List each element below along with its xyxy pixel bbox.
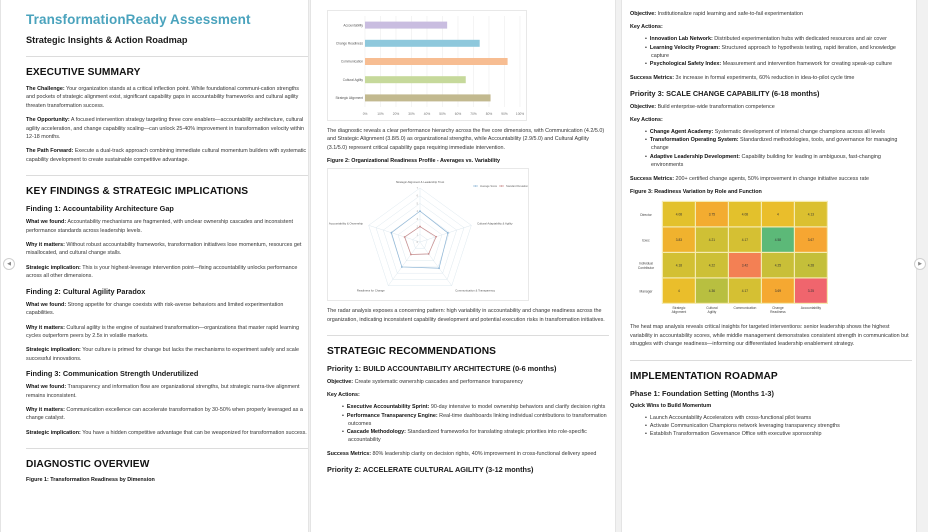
- radar-point: [438, 268, 440, 270]
- objective-label: Objective:: [327, 379, 354, 386]
- action-text: Measurement and intervention framework for creating speak-up culture: [721, 61, 892, 68]
- action-text: Distributed experimentation hubs with dedicated resources and air cover: [712, 36, 887, 43]
- document-page-3: [621, 0, 917, 532]
- figure-3-caption: Figure 3: Readiness Variation by Role and Function: [630, 189, 762, 196]
- x-tick-label: 80%: [485, 112, 493, 116]
- success-metrics: [630, 175, 912, 183]
- radar-series-line: [391, 211, 447, 268]
- key-action-item: [337, 403, 609, 411]
- exec-paragraph-challenge: [26, 85, 308, 110]
- legend-label: Average Score: [480, 185, 498, 189]
- radar-axis: [388, 242, 420, 286]
- heatmap-column-label: Accountability: [800, 306, 822, 311]
- heatmap-cell-value: 4.18: [675, 264, 683, 269]
- objective-text: Institutionalize rapid learning and safe-to-fail experimentation: [656, 11, 803, 17]
- item-label: Why it matters:: [26, 242, 65, 249]
- finding-item: [26, 218, 308, 235]
- figure-1-description: The diagnostic reveals a clear performance hierarchy across the five core dimensions, with Communication (4.2/5.0) and Strategic Alignment (3.8/5.0) as organizational strengths, while Accountability (2.9/5.0) and Cultural Agility (3.1/5.0) represent critical capability gaps requiring immediate intervention.: [327, 128, 605, 151]
- metrics-text: 80% leadership clarity on decision rights, 40% improvement in cross-functional delivery speed: [371, 451, 597, 458]
- key-actions-list: [630, 35, 912, 68]
- item-text: Strong appetite for change coexists with risk-averse behaviors and limited experimentation capabilities.: [26, 301, 284, 317]
- radar-axis-label: Strategic Alignment & Leadership Trust: [395, 180, 445, 185]
- heatmap-cell-value: 4.08: [741, 213, 749, 218]
- key-action-item: [640, 35, 912, 43]
- action-label: Learning Velocity Program:: [649, 44, 720, 51]
- priority-objective: [327, 378, 609, 386]
- finding-2: [26, 287, 308, 363]
- bar: [365, 94, 491, 101]
- priority-objective: [630, 10, 912, 18]
- key-actions-label: Key Actions:: [327, 392, 360, 399]
- finding-title: Finding 3: Communication Strength Underutilized: [26, 369, 199, 379]
- action-label: Change Agent Academy:: [649, 129, 714, 136]
- key-actions-list: [327, 403, 609, 444]
- section-divider: [26, 56, 308, 57]
- heatmap-cell-value: 4.58: [774, 238, 782, 243]
- x-tick-label: 40%: [423, 112, 431, 116]
- heatmap-cell-value: 3.75: [708, 213, 716, 218]
- heatmap-cell-value: 4: [777, 213, 779, 218]
- key-action-item: [640, 44, 912, 60]
- paragraph-text: Your organization stands at a critical inflection point. While foundational communi-cation strengths and pockets of strategic alignment exist, significant capability gaps in accountability frameworks and cultural agility threaten transformation success.: [26, 86, 299, 109]
- paragraph-text: Execute a dual-track approach combining immediate cultural momentum builders with systematic capability development to create sustainable competitive advantage.: [26, 148, 307, 163]
- executive-summary: [26, 85, 308, 164]
- section-divider: [26, 448, 308, 449]
- radar-point: [416, 225, 421, 229]
- chevron-left-icon: ◀: [7, 261, 11, 267]
- radar-series-line: [405, 227, 437, 255]
- radar-tick-label: 6: [416, 194, 418, 198]
- radar-point: [428, 253, 430, 255]
- x-tick-label: 50%: [439, 112, 446, 116]
- chevron-right-icon: ▶: [918, 261, 922, 267]
- heatmap-row-label: Director: [640, 213, 652, 218]
- key-findings-heading: KEY FINDINGS & STRATEGIC IMPLICATIONS: [26, 186, 249, 198]
- radar-point: [410, 254, 412, 256]
- x-tick-label: 10%: [377, 112, 384, 116]
- legend-marker: [501, 185, 503, 187]
- item-text: This is your highest-leverage intervention point—fixing accountability unlocks performance across all other dimensions.: [26, 264, 298, 280]
- exec-paragraph-path-forward: [26, 147, 308, 164]
- quick-win-item: • Activate Communication Champions network leveraging transparency strengths: [640, 422, 912, 430]
- x-tick-label: 30%: [408, 112, 415, 116]
- priority-title: Priority 2: ACCELERATE CULTURAL AGILITY (3-12 months): [327, 464, 534, 474]
- priority-3: [630, 89, 912, 184]
- success-metrics: [630, 74, 912, 82]
- x-tick-label: 0%: [362, 112, 368, 116]
- previous-page-button[interactable]: [3, 258, 15, 270]
- radar-tick-label: 4: [416, 210, 418, 214]
- finding-item: [26, 406, 308, 423]
- figure-2-description: The radar analysis exposes a concerning pattern: high variability in accountability and change readiness across the organization, indicating inconsistent capability development and potential execution risks in transformation initiatives.: [327, 308, 605, 323]
- finding-title: Finding 1: Accountability Architecture Gap: [26, 204, 174, 214]
- category-label: Strategic Alignment: [335, 96, 363, 101]
- paragraph-text: A focused intervention strategy targeting three core enablers—accountability architecture, cultural agility acceleration, and change capability scaling—can unlock 25-40% improvement in transformation velocity within 12-18 months.: [26, 117, 305, 141]
- paragraph-label: The Opportunity:: [26, 117, 70, 124]
- bar: [365, 22, 447, 29]
- next-page-button[interactable]: [914, 258, 926, 270]
- priority-2: [630, 0, 912, 83]
- document-subtitle: Strategic Insights & Action Roadmap: [26, 35, 188, 45]
- legend-label: Standard Deviation: [506, 185, 529, 189]
- heatmap-column-label: Cultural: [706, 306, 718, 311]
- metrics-label: Success Metrics:: [630, 176, 675, 183]
- finding-item: [26, 324, 308, 341]
- radar-axis-label: Communication & Transparency: [455, 288, 496, 293]
- radar-tick-label: 7: [416, 187, 418, 191]
- action-label: Innovation Lab Network:: [649, 36, 713, 43]
- quick-wins-title: Quick Wins to Build Momentum: [630, 402, 712, 409]
- category-label: Cultural Agility: [342, 77, 363, 82]
- finding-item: [26, 346, 308, 363]
- quick-win-item: • Launch Accountability Accelerators with cross-functional pilot teams: [640, 414, 912, 422]
- radar-point: [435, 236, 437, 238]
- key-action-item: [640, 60, 912, 68]
- heatmap-cell-value: 4.28: [807, 264, 815, 269]
- item-text: Communication excellence can accelerate transformation by 30-50% when properly leveraged as a change catalyst.: [26, 406, 303, 422]
- key-actions-label: Key Actions:: [630, 24, 663, 31]
- radar-chart-svg: [328, 169, 530, 302]
- bar-chart-svg: [328, 11, 528, 122]
- key-actions-label: Key Actions:: [630, 117, 663, 124]
- finding-item: [26, 301, 308, 318]
- radar-tick-label: 1: [416, 233, 418, 237]
- metrics-text: 3x increase in formal experiments, 60% reduction in idea-to-pilot cycle time: [674, 75, 855, 82]
- priority-title: Priority 3: SCALE CHANGE CAPABILITY (6-18 months): [630, 88, 820, 98]
- finding-item: [26, 264, 308, 281]
- heatmap-row-label: Contributor: [637, 266, 655, 271]
- metrics-text: 200+ certified change agents, 50% improvement in change initiative success rate: [674, 176, 869, 183]
- action-label: Executive Accountability Sprint:: [346, 404, 430, 411]
- objective-text: Build enterprise-wide transformation competence: [656, 103, 775, 110]
- heatmap-cell-value: 4.17: [741, 289, 749, 294]
- phase-1-title: Phase 1: Foundation Setting (Months 1-3): [630, 388, 774, 398]
- heatmap-cell-value: 4.08: [675, 213, 683, 218]
- x-tick-label: 100%: [515, 112, 525, 116]
- action-text: Structured approach to hypothesis testing, rapid iteration, and knowledge capture: [651, 44, 896, 59]
- radar-tick-label: 5: [416, 202, 418, 206]
- document-page-1: [0, 0, 309, 532]
- heatmap-cell-value: 4.25: [774, 264, 782, 269]
- document-title: TransformationReady Assessment: [26, 12, 251, 27]
- item-label: Strategic implication:: [26, 429, 81, 436]
- finding-3: [26, 369, 308, 437]
- recommendations-heading: STRATEGIC RECOMMENDATIONS: [327, 346, 497, 358]
- heatmap-cell-value: 4.22: [708, 264, 716, 269]
- objective-text: Create systematic ownership cascades and performance transparency: [353, 379, 523, 386]
- radar-point: [404, 236, 406, 238]
- radar-tick-label: 2: [416, 225, 418, 229]
- radar-point: [416, 210, 421, 214]
- action-label: Psychological Safety Index:: [649, 61, 722, 68]
- section-divider: [327, 335, 609, 336]
- figure-3-description: The heat map analysis reveals critical insights for targeted interventions: senior leadership shows the highest variability in accountability scores, while middle management demonstrates consistent strength in communication but struggles with change readiness—informing our differentiated leadership enablement strategy.: [630, 324, 909, 348]
- action-text: 90-day intensive to model ownership behaviors and clarify decision rights: [429, 404, 606, 411]
- radar-tick-label: 0: [416, 241, 418, 245]
- key-action-item: [640, 128, 912, 136]
- metrics-label: Success Metrics:: [327, 451, 372, 458]
- finding-item: [26, 241, 308, 258]
- action-text: Standardized frameworks for translating strategic priorities into role-specific accountability: [348, 429, 587, 444]
- item-label: What we found:: [26, 384, 67, 391]
- heatmap-cell-value: 3.83: [675, 238, 683, 243]
- success-metrics: [327, 450, 609, 458]
- figure-2-caption: Figure 2: Organizational Readiness Profile - Averages vs. Variability: [327, 158, 501, 165]
- x-tick-label: 60%: [454, 112, 462, 116]
- priority-objective: [630, 103, 912, 111]
- heatmap-row-label: Manager: [639, 289, 653, 294]
- heatmap-cell-value: 3.25: [807, 289, 815, 294]
- paragraph-label: The Challenge:: [26, 86, 65, 92]
- radar-axis-label: Readiness for Change: [356, 288, 385, 293]
- key-actions-list: [630, 128, 912, 169]
- bar: [365, 76, 466, 83]
- x-tick-label: 70%: [470, 112, 477, 116]
- heatmap-cell-value: 4.13: [807, 213, 815, 218]
- item-label: Strategic implication:: [26, 347, 81, 354]
- item-label: Why it matters:: [26, 324, 65, 331]
- action-label: Cascade Methodology:: [346, 429, 406, 436]
- heatmap-cell-value: 3.69: [774, 289, 782, 294]
- heatmap-cell-value: 3.67: [807, 238, 815, 243]
- heatmap-cell-value: 4.36: [708, 289, 716, 294]
- heatmap-column-label: Change: [772, 306, 784, 311]
- heatmap-column-label: Strategic: [672, 306, 686, 311]
- item-text: Without robust accountability frameworks, transformation initiatives lose momentum, resources get misallocated, and cultural change stalls.: [26, 242, 302, 257]
- category-label: Accountability: [343, 23, 363, 28]
- bar: [365, 40, 480, 47]
- action-label: Performance Transparency Engine:: [346, 412, 438, 419]
- quick-win-item: • Establish Transformation Governance Office with executive sponsorship: [640, 430, 912, 438]
- item-text: Cultural agility is the engine of sustained transformation—organizations that master rapid learning cycles outperform peers by 2.5x in volatile markets.: [26, 324, 299, 339]
- radar-point: [390, 232, 392, 234]
- heatmap-svg: [630, 199, 832, 319]
- finding-title: Finding 2: Cultural Agility Paradox: [26, 286, 146, 296]
- action-text: Systematic development of internal change champions across all levels: [713, 129, 885, 136]
- item-text: Your culture is primed for change but lacks the mechanisms to experiment safely and scale successful innovations.: [26, 347, 299, 362]
- figure-1-caption: Figure 1: Transformation Readiness by Dimension: [26, 477, 155, 484]
- key-action-item: [640, 153, 912, 169]
- key-action-item: [337, 428, 609, 444]
- heatmap-cell-value: 4.21: [708, 238, 716, 243]
- category-label: Communication: [340, 59, 363, 64]
- item-label: What we found:: [26, 301, 67, 308]
- section-divider: [26, 175, 308, 176]
- figure-2-radar-chart: [327, 168, 529, 301]
- item-text: You have a hidden competitive advantage that can be weaponized for transformation success.: [80, 429, 307, 436]
- action-text: Standardized methodologies, tools, and governance for managing change: [651, 137, 898, 152]
- radar-axis: [420, 226, 471, 243]
- item-text: Transparency and information flow are organizational strengths, but strategic narra-tive alignment remains inconsistent.: [26, 384, 300, 399]
- item-label: Strategic implication:: [26, 264, 81, 271]
- metrics-label: Success Metrics:: [630, 75, 675, 82]
- heatmap-column-label: Communication: [733, 306, 757, 311]
- item-label: What we found:: [26, 219, 67, 226]
- finding-1: [26, 204, 308, 280]
- finding-item: [26, 429, 308, 437]
- radar-axis-label: Accountability & Ownership: [328, 221, 363, 226]
- quick-wins-list: [630, 414, 912, 439]
- heatmap-row-label: Individual: [639, 262, 653, 267]
- item-text: Accountability mechanisms are fragmented, with unclear ownership cascades and inconsistent performance standards across leadership levels.: [26, 219, 293, 234]
- bar: [365, 58, 508, 65]
- heatmap-cell-value: 4: [678, 289, 680, 294]
- action-text: Capability building for leading in ambiguous, fast-changing environments: [651, 153, 881, 168]
- radar-axis: [369, 226, 420, 243]
- heatmap-cell-value: 4.17: [741, 238, 749, 243]
- radar-point: [447, 232, 449, 234]
- heatmap-column-label: Readiness: [770, 310, 786, 315]
- heatmap-column-label: Alignment: [671, 310, 687, 315]
- heatmap-row-label: Exec: [642, 238, 650, 243]
- objective-label: Objective:: [630, 103, 657, 110]
- executive-summary-heading: EXECUTIVE SUMMARY: [26, 67, 141, 78]
- document-page-2: [310, 0, 616, 532]
- priority-title: Priority 1: BUILD ACCOUNTABILITY ARCHITECTURE (0-6 months): [327, 364, 557, 374]
- key-action-item: [640, 136, 912, 152]
- item-label: Why it matters:: [26, 406, 65, 413]
- heatmap-cell-value: 3.42: [741, 264, 749, 269]
- implementation-heading: IMPLEMENTATION ROADMAP: [630, 370, 778, 382]
- category-label: Change Readiness: [335, 41, 363, 46]
- radar-axis-label: Cultural Adaptability & Agility: [477, 221, 513, 226]
- priority-1: [327, 364, 609, 459]
- radar-tick-label: 3: [416, 218, 418, 222]
- action-label: Adaptive Leadership Development:: [649, 153, 741, 160]
- x-tick-label: 90%: [501, 112, 508, 116]
- heatmap-column-label: Agility: [707, 310, 717, 315]
- x-tick-label: 20%: [392, 112, 400, 116]
- radar-axis: [420, 242, 452, 286]
- key-action-item: [337, 412, 609, 428]
- action-label: Transformation Operating System:: [649, 137, 739, 144]
- diagnostic-heading: DIAGNOSTIC OVERVIEW: [26, 459, 150, 471]
- figure-3-heatmap: [630, 199, 832, 319]
- figure-1-bar-chart: [327, 10, 527, 121]
- finding-item: [26, 383, 308, 400]
- section-divider: [630, 360, 912, 361]
- legend-marker: [475, 185, 477, 187]
- action-text: Real-time dashboards linking individual contributions to transformation outcomes: [348, 412, 607, 427]
- objective-label: Objective:: [630, 11, 657, 17]
- exec-paragraph-opportunity: [26, 116, 308, 141]
- paragraph-label: The Path Forward:: [26, 148, 74, 155]
- radar-point: [401, 266, 403, 268]
